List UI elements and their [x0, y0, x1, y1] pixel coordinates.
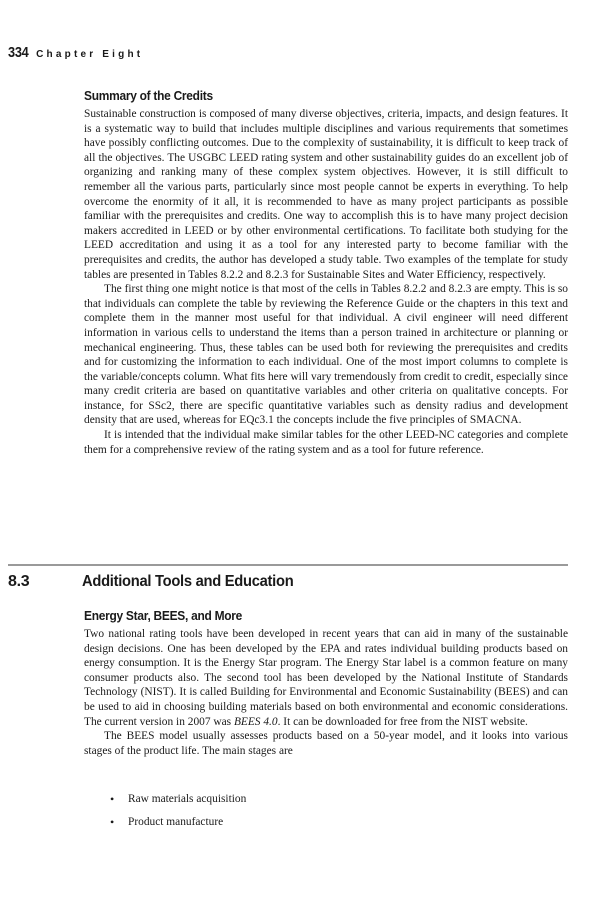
section-number: 8.3 — [8, 573, 30, 590]
energy-star-paragraph-2: The BEES model usually assesses products based on a 50-year model, and it looks into various stages of the product life. The main stages are — [84, 730, 568, 757]
summary-paragraph-3: It is intended that the individual make similar tables for the other LEED-NC categories and complete them for a comprehensive review of the rating system and as a tool for future reference. — [84, 429, 568, 456]
page-number: 334 — [8, 44, 29, 61]
energy-star-body — [84, 627, 568, 758]
energy-star-p1-text: Two national rating tools have been developed in recent years that can aid in many of the sustainable design decisions. One has been developed by the EPA and rates individual building products based on energy consumption. It is the Energy Star program. The Energy Star label is a common feature on many consumer products also. The second tool has been developed by the National Institute of Standards Technology (NIST). It is called Building for Environmental and Economic Sustainability (BEES) and can be used to aid in choosing building materials based on both environmental and economic considerations. The current version in 2007 was — [84, 628, 568, 728]
energy-star-paragraph-1 — [84, 627, 568, 729]
summary-heading: Summary of the Credits — [84, 88, 213, 103]
energy-star-heading: Energy Star, BEES, and More — [84, 608, 243, 623]
list-item: • Product manufacture — [110, 815, 550, 830]
stage-list — [110, 792, 550, 837]
energy-star-p1-tail: . It can be downloaded for free from the NIST website. — [277, 715, 528, 728]
section-title: Additional Tools and Education — [82, 573, 294, 590]
summary-body — [84, 107, 568, 457]
section-heading — [8, 573, 312, 591]
running-head: Chapter Eight — [36, 49, 144, 60]
summary-paragraph-1: Sustainable construction is composed of many diverse objectives, criteria, impacts, and design features. It is a systematic way to build that includes multiple disciplines and various requirements that sometimes have possibly conflicting outcomes. Due to the complexity of sustainability, it is difficult to keep track of all the objectives. The USGBC LEED rating system and other sustainability guides do an excellent job of organizing and ranking many of these complex system objectives. However, it is still difficult to remember all the various parts, particularly since most people cannot be experts in everything. To help overcome the enormity of it all, it is recommended to have as many project participants as possible familiar with the prerequisites and credits. One way to accomplish this is to have many project decision makers accredited in LEED or by other environmental certifications. To facilitate both studying for the LEED accreditation and using it as a tool for any interested party to become familiar with the prerequisites and credits, the author has developed a study table. Two examples of the template for study tables are presented in Tables 8.2.2 and 8.2.3 for Sustainable Sites and Water Efficiency, respectively. — [84, 108, 568, 281]
section-divider — [8, 564, 568, 566]
page-header — [8, 44, 143, 61]
bees-version: BEES 4.0 — [233, 715, 278, 728]
list-item: • Raw materials acquisition — [110, 792, 550, 807]
summary-paragraph-2: The first thing one might notice is that most of the cells in Tables 8.2.2 and 8.2.3 are empty. This is so that individuals can complete the table by reviewing the Reference Guide or the chapters in this text and complete them in the manner most useful for that individual. A civil engineer will need different information in various cells to understand the items than a person trained in architecture or planning or mechanical engineering. Thus, these tables can be used both for reviewing the prerequisites and credits and for customizing the information to each individual. One of the most import columns to complete is the variable/concepts column. What fits here will vary tremendously from credit to credit, especially since many credit criteria are based on quantitative variables and other criteria on qualitative concepts. For instance, for SSc2, there are specific quantitative variables such as density radius and development density that are used, whereas for EQc3.1 the concepts include the five principles of SMACNA. — [84, 283, 568, 427]
